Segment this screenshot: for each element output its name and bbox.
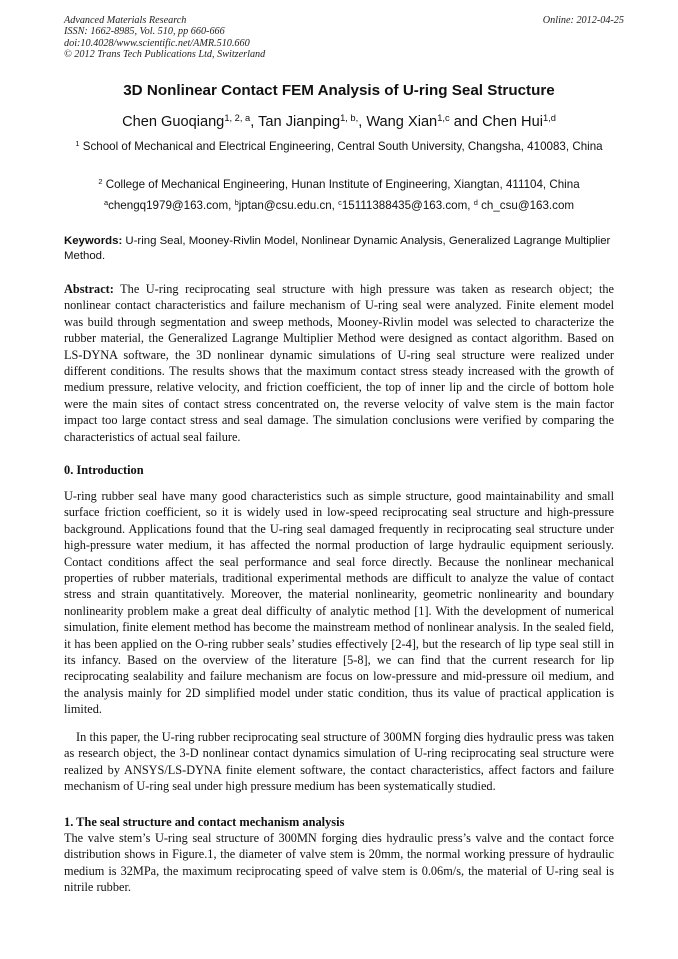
email-address[interactable]: ch_csu@163.com [477, 199, 575, 212]
author-name: Chen Guoqiang [122, 114, 225, 130]
affiliation-mark: 2 [98, 176, 103, 186]
introduction-paragraph-1: U-ring rubber seal have many good characteristics such as simple structure, good maintainability and small surface friction coefficient, so it is widely used in low-speed reciprocating seal structure and high-pressure background. Applications found that the U-ring seal damaged frequently in reciprocating seal structure under high-pressure water medium, it has affected the normal production of large hydraulic equipment seriously. Contact conditions affect the seal performance and seal force directly. Because the nonlinear mechanical properties of rubber materials, traditional experimental methods are difficult to analyze the value of contact stress and strain quantitatively. Moreover, the material nonlinearity, geometric nonlinearity and boundary nonlinearity problem make a great deal difficulty of analytic method [1]. With the development of numerical simulation, finite element method has become the mainstream method of nonlinear analysis. In the sealed field, it has been applied on the O-ring rubber seals’ studies effectively [2-4], but the research of lip type seal still in its infancy. Based on the overview of the literature [5-8], we can find that the current research for lip reciprocating sealability and failure mechanism are focus on low-pressure and mid-pressure oil medium, and the analysis mainly for 2D simplified model under static condition, thus its value of practical application is limited. [64, 489, 614, 717]
email-mark: b [234, 197, 239, 207]
introduction-paragraph-2: In this paper, the U-ring rubber reciprocating seal structure of 300MN forging dies hydraulic press was taken as research object, the 3-D nonlinear contact dynamics simulation of U-ring reciprocating seal structure were realized by ANSYS/LS-DYNA finite element software, the contact characteristics, affect factors and failure mechanism of U-ring seal under high pressure medium has been systematically studied. [64, 730, 614, 794]
keywords [64, 234, 614, 263]
keywords-text: U-ring Seal, Mooney-Rivlin Model, Nonlinear Dynamic Analysis, Generalized Lagrange Multiplier Method. [64, 235, 611, 262]
journal-issn: ISSN: 1662-8985, Vol. 510, pp 660-666 [64, 26, 225, 38]
affiliation-1 [64, 139, 614, 154]
keywords-label: Keywords: [64, 235, 123, 247]
paper-title: 3D Nonlinear Contact FEM Analysis of U-ring Seal Structure [123, 82, 555, 99]
email-mark: d [473, 197, 478, 207]
author-list [40, 114, 638, 130]
journal-header [64, 15, 624, 61]
section-heading-introduction: 0. Introduction [64, 463, 144, 477]
journal-doi: doi:10.4028/www.scientific.net/AMR.510.660 [64, 37, 250, 49]
author-separator: , [250, 114, 259, 130]
author-affiliation-mark: 1,c [437, 112, 450, 123]
email-list [64, 198, 614, 213]
section-1-paragraph: The valve stem’s U-ring seal structure of 300MN forging dies hydraulic press’s valve and the contact force distribution shows in Figure.1, the diameter of valve stem is 20mm, the normal working pressure of hydraulic medium is 32MPa, the maximum reciprocating speed of valve stem is 0.06m/s, the material of U-ring seal is nitrile rubber. [64, 831, 614, 895]
email-address[interactable]: chengq1979@163.com, [108, 199, 235, 212]
email-mark: c [338, 197, 342, 207]
abstract [64, 281, 614, 445]
email-address[interactable]: jptan@csu.edu.cn, [238, 199, 339, 212]
journal-name: Advanced Materials Research [64, 15, 187, 26]
abstract-text: The U-ring reciprocating seal structure with high pressure was taken as research object; the nonlinear contact characteristics and failure mechanism of U-ring seal were analyzed. Finite element model was build through segmentation and sweep methods, Mooney-Rivlin model was selected to characterize the rubber material, the Generalized Lagrange Multiplier Method were designed as contact algorithm. Based on LS-DYNA software, the 3D nonlinear dynamic simulations of U-ring seal structure were realized under different conditions. The results shows that the maximum contact stress steady increased with the growth of medium pressure, relative velocity, and friction coefficient, the top of inner lip and the circle of bottom hole were the main sites of contact stress concentrated on, the reverse velocity of valve stem is the main factor impact too large contact stress and seal damage. The simulation conclusions were verified by comparing the characteristics of actual seal failure. [64, 282, 614, 444]
affiliation-text: School of Mechanical and Electrical Engineering, Central South University, Changsha, 410083, China [82, 140, 603, 153]
online-date: Online: 2012-04-25 [542, 15, 624, 26]
author-affiliation-mark: 1,d [542, 112, 556, 123]
abstract-label: Abstract: [64, 282, 114, 296]
author-separator: , [358, 114, 367, 130]
section-heading-1: 1. The seal structure and contact mechanism analysis [64, 815, 345, 829]
author-separator: and [449, 114, 483, 130]
journal-copyright: © 2012 Trans Tech Publications Ltd, Switzerland [64, 49, 266, 61]
affiliation-2 [64, 177, 614, 192]
email-mark: a [103, 197, 109, 207]
author-name: Chen Hui [482, 114, 543, 130]
author-affiliation-mark: 1, 2, a [224, 112, 251, 123]
author-affiliation-mark: 1, b, [340, 112, 359, 123]
email-address[interactable]: 15111388435@163.com, [341, 199, 474, 212]
affiliation-text: College of Mechanical Engineering, Hunan Institute of Engineering, Xiangtan, 411104, China [105, 178, 580, 191]
author-name: Wang Xian [366, 114, 438, 130]
affiliation-mark: 1 [75, 138, 80, 148]
author-name: Tan Jianping [258, 114, 341, 130]
